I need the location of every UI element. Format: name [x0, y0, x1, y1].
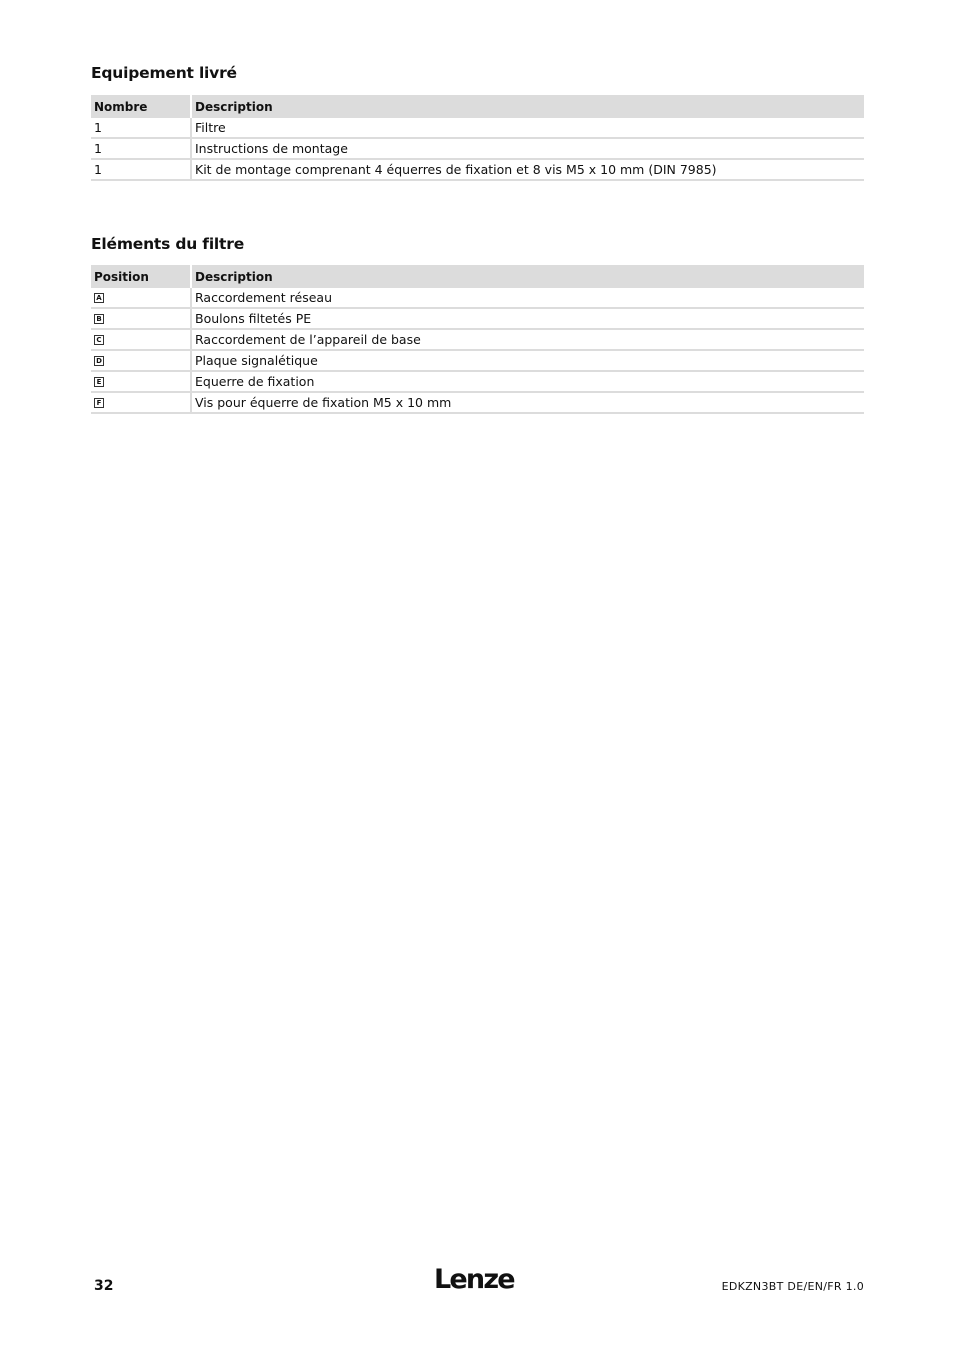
position-cell — [91, 329, 191, 350]
lenze-logo: Lenze — [434, 1264, 514, 1295]
table-row — [91, 308, 864, 329]
table-row — [91, 159, 864, 180]
page-number: 32 — [94, 1278, 114, 1294]
position-cell — [91, 371, 191, 392]
table-header-row — [91, 265, 864, 288]
quantity-cell: 1 — [91, 159, 191, 180]
position-cell — [91, 308, 191, 329]
description-cell: Filtre — [191, 118, 864, 138]
description-cell: Raccordement réseau — [191, 288, 864, 308]
description-cell: Vis pour équerre de fixation M5 x 10 mm — [191, 392, 864, 413]
table-row — [91, 138, 864, 159]
document-id: EDKZN3BT DE/EN/FR 1.0 — [721, 1280, 864, 1293]
quantity-cell: 1 — [91, 138, 191, 159]
description-cell: Plaque signalétique — [191, 350, 864, 371]
table-row — [91, 329, 864, 350]
quantity-cell: 1 — [91, 118, 191, 138]
column-header-description: Description — [191, 95, 864, 118]
position-key-label: B — [94, 314, 104, 324]
table-row — [91, 118, 864, 138]
column-header-description: Description — [191, 265, 864, 288]
delivery-table — [91, 95, 864, 181]
column-header-position: Position — [91, 265, 191, 288]
position-key-label: C — [94, 335, 104, 345]
position-key-label: E — [94, 377, 104, 387]
position-cell — [91, 392, 191, 413]
description-cell: Kit de montage comprenant 4 équerres de fixation et 8 vis M5 x 10 mm (DIN 7985) — [191, 159, 864, 180]
position-key-label: F — [94, 398, 104, 408]
table-row — [91, 392, 864, 413]
position-key-label: D — [94, 356, 104, 366]
table-row — [91, 371, 864, 392]
description-cell: Instructions de montage — [191, 138, 864, 159]
table-row — [91, 288, 864, 308]
table-header-row — [91, 95, 864, 118]
position-key-label: A — [94, 293, 104, 303]
section-title-filter-elements: Eléments du filtre — [91, 235, 245, 253]
filter-elements-table — [91, 265, 864, 414]
column-header-quantity: Nombre — [91, 95, 191, 118]
section-title-delivery: Equipement livré — [91, 64, 237, 82]
table-row — [91, 350, 864, 371]
description-cell: Boulons filtetés PE — [191, 308, 864, 329]
description-cell: Equerre de fixation — [191, 371, 864, 392]
position-cell — [91, 288, 191, 308]
description-cell: Raccordement de l’appareil de base — [191, 329, 864, 350]
position-cell — [91, 350, 191, 371]
